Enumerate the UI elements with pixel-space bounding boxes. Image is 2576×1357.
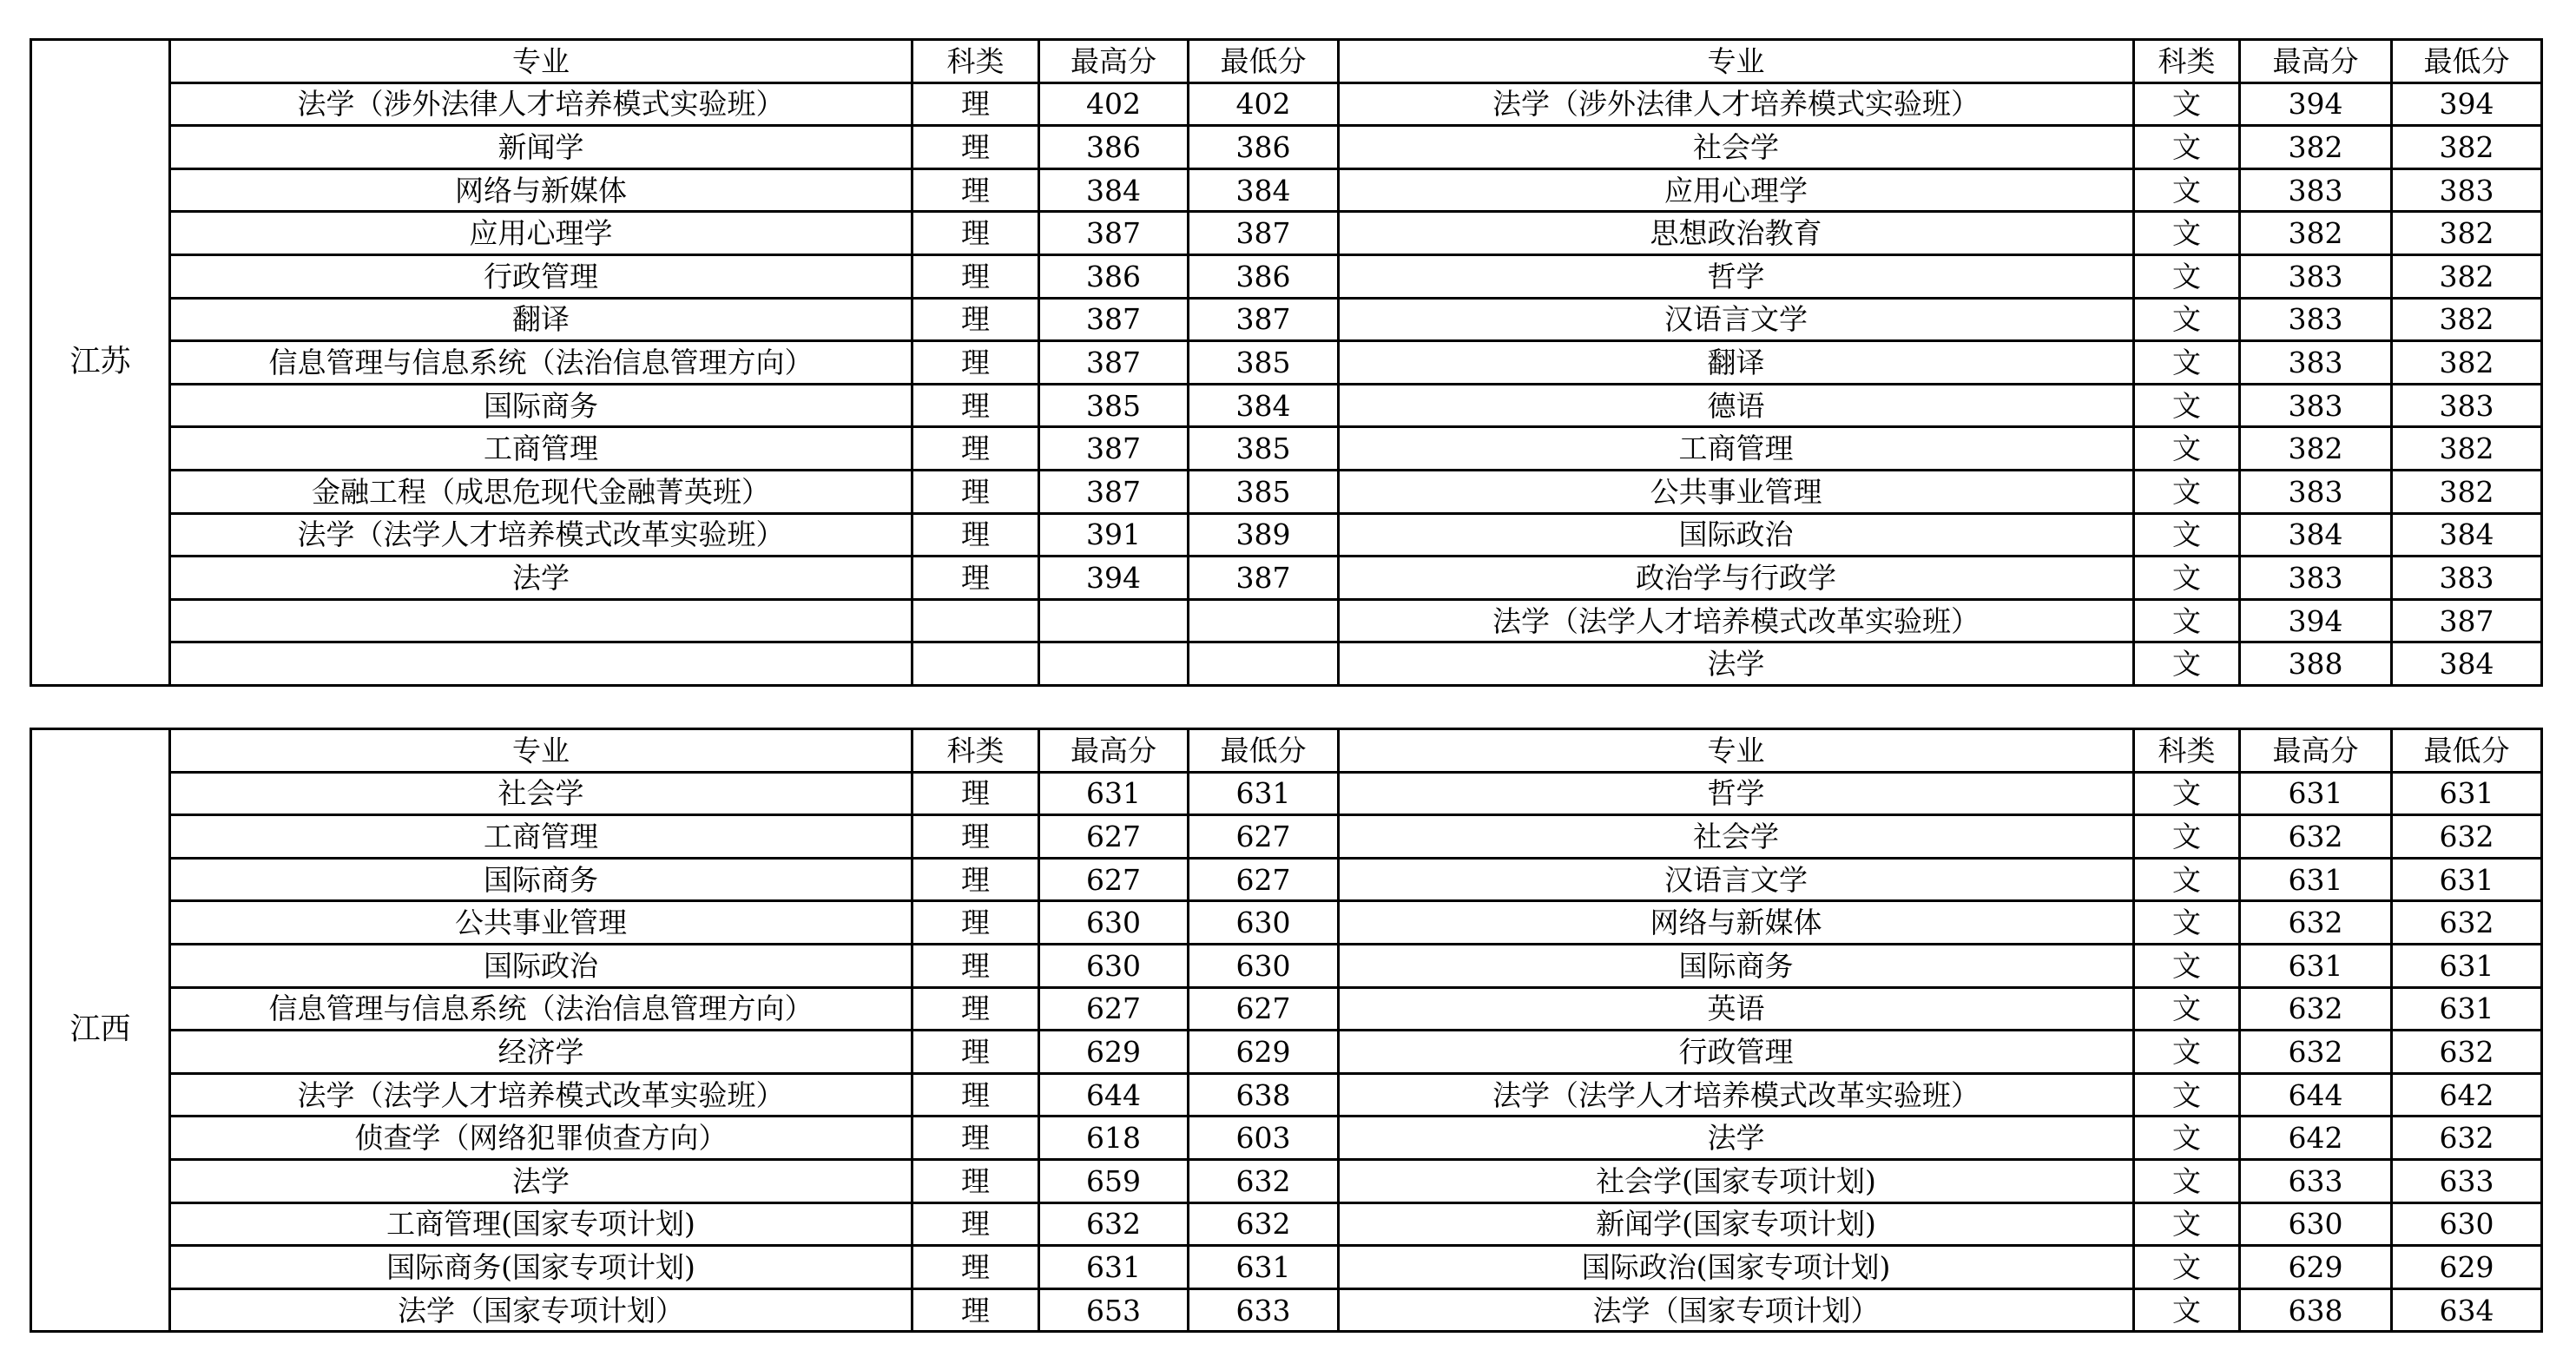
- arts-max-score: 383: [2240, 384, 2392, 427]
- arts-min-score: 382: [2392, 254, 2542, 298]
- table-row: [31, 901, 2542, 945]
- arts-category-cell: 文: [2134, 341, 2240, 385]
- science-max-score: 653: [1039, 1288, 1189, 1332]
- arts-min-score: 382: [2392, 427, 2542, 471]
- science-major-cell: 社会学: [170, 772, 912, 815]
- arts-major-cell: 国际政治(国家专项计划): [1339, 1246, 2134, 1289]
- science-major-cell: 工商管理(国家专项计划): [170, 1202, 912, 1246]
- science-min-score: 386: [1189, 254, 1339, 298]
- table-row: [31, 1031, 2542, 1074]
- table-row: [31, 772, 2542, 815]
- science-min-score: 402: [1189, 82, 1339, 126]
- table-body: [31, 729, 2542, 1332]
- table-row: [31, 1246, 2542, 1289]
- header-min-arts: 最低分: [2392, 729, 2542, 773]
- header-major-arts: 专业: [1339, 729, 2134, 773]
- science-major-cell: [170, 642, 912, 686]
- science-min-score: 631: [1189, 1246, 1339, 1289]
- header-row: [31, 40, 2542, 83]
- arts-max-score: 632: [2240, 901, 2392, 945]
- arts-min-score: 382: [2392, 298, 2542, 341]
- science-max-score: 402: [1039, 82, 1189, 126]
- arts-min-score: 631: [2392, 944, 2542, 987]
- arts-max-score: 382: [2240, 427, 2392, 471]
- arts-major-cell: 国际商务: [1339, 944, 2134, 987]
- header-category-science: 科类: [912, 40, 1039, 83]
- arts-category-cell: 文: [2134, 1073, 2240, 1117]
- science-major-cell: 公共事业管理: [170, 901, 912, 945]
- arts-major-cell: 哲学: [1339, 254, 2134, 298]
- science-category-cell: 理: [912, 1073, 1039, 1117]
- arts-major-cell: 社会学: [1339, 126, 2134, 169]
- arts-category-cell: 文: [2134, 901, 2240, 945]
- science-min-score: 627: [1189, 987, 1339, 1031]
- science-category-cell: 理: [912, 126, 1039, 169]
- arts-category-cell: 文: [2134, 513, 2240, 557]
- province-cell: 江西: [31, 729, 170, 1332]
- arts-category-cell: 文: [2134, 384, 2240, 427]
- science-min-score: 638: [1189, 1073, 1339, 1117]
- table-row: [31, 815, 2542, 859]
- arts-category-cell: 文: [2134, 1031, 2240, 1074]
- science-max-score: 627: [1039, 815, 1189, 859]
- science-max-score: 385: [1039, 384, 1189, 427]
- arts-max-score: 383: [2240, 341, 2392, 385]
- science-max-score: 631: [1039, 772, 1189, 815]
- science-category-cell: 理: [912, 1031, 1039, 1074]
- table-row: [31, 858, 2542, 901]
- arts-major-cell: 国际政治: [1339, 513, 2134, 557]
- arts-max-score: 388: [2240, 642, 2392, 686]
- header-row: [31, 729, 2542, 773]
- science-min-score: 384: [1189, 168, 1339, 212]
- table-row: [31, 1202, 2542, 1246]
- arts-min-score: 384: [2392, 513, 2542, 557]
- science-min-score: 630: [1189, 901, 1339, 945]
- science-major-cell: 国际商务: [170, 384, 912, 427]
- arts-major-cell: 法学: [1339, 1117, 2134, 1160]
- arts-max-score: 394: [2240, 82, 2392, 126]
- science-min-score: [1189, 642, 1339, 686]
- science-major-cell: 法学（法学人才培养模式改革实验班）: [170, 513, 912, 557]
- arts-category-cell: 文: [2134, 254, 2240, 298]
- science-category-cell: 理: [912, 1159, 1039, 1202]
- science-max-score: 627: [1039, 987, 1189, 1031]
- arts-major-cell: 法学（涉外法律人才培养模式实验班）: [1339, 82, 2134, 126]
- arts-major-cell: 法学（国家专项计划）: [1339, 1288, 2134, 1332]
- science-category-cell: 理: [912, 254, 1039, 298]
- table-row: [31, 126, 2542, 169]
- science-category-cell: 理: [912, 212, 1039, 255]
- arts-min-score: 382: [2392, 470, 2542, 513]
- science-max-score: 630: [1039, 901, 1189, 945]
- arts-max-score: 383: [2240, 470, 2392, 513]
- table-row: [31, 513, 2542, 557]
- header-major-science: 专业: [170, 729, 912, 773]
- science-max-score: 394: [1039, 557, 1189, 600]
- science-max-score: 631: [1039, 1246, 1189, 1289]
- arts-category-cell: 文: [2134, 858, 2240, 901]
- arts-major-cell: 汉语言文学: [1339, 298, 2134, 341]
- science-max-score: 384: [1039, 168, 1189, 212]
- science-category-cell: 理: [912, 168, 1039, 212]
- arts-min-score: 394: [2392, 82, 2542, 126]
- science-max-score: 386: [1039, 126, 1189, 169]
- arts-max-score: 638: [2240, 1288, 2392, 1332]
- science-max-score: 632: [1039, 1202, 1189, 1246]
- arts-max-score: 394: [2240, 599, 2392, 642]
- science-max-score: [1039, 599, 1189, 642]
- science-category-cell: 理: [912, 858, 1039, 901]
- science-max-score: 387: [1039, 298, 1189, 341]
- science-min-score: 632: [1189, 1159, 1339, 1202]
- science-min-score: 384: [1189, 384, 1339, 427]
- arts-category-cell: 文: [2134, 815, 2240, 859]
- science-major-cell: 侦查学（网络犯罪侦查方向）: [170, 1117, 912, 1160]
- science-min-score: 630: [1189, 944, 1339, 987]
- arts-max-score: 383: [2240, 298, 2392, 341]
- science-max-score: 387: [1039, 470, 1189, 513]
- arts-major-cell: 翻译: [1339, 341, 2134, 385]
- science-max-score: 387: [1039, 427, 1189, 471]
- science-major-cell: [170, 599, 912, 642]
- arts-category-cell: 文: [2134, 427, 2240, 471]
- arts-major-cell: 法学（法学人才培养模式改革实验班）: [1339, 599, 2134, 642]
- science-min-score: 631: [1189, 772, 1339, 815]
- arts-category-cell: 文: [2134, 168, 2240, 212]
- science-category-cell: 理: [912, 557, 1039, 600]
- science-category-cell: 理: [912, 298, 1039, 341]
- science-category-cell: 理: [912, 772, 1039, 815]
- arts-major-cell: 英语: [1339, 987, 2134, 1031]
- arts-min-score: 642: [2392, 1073, 2542, 1117]
- table-row: [31, 384, 2542, 427]
- arts-major-cell: 社会学: [1339, 815, 2134, 859]
- science-major-cell: 国际政治: [170, 944, 912, 987]
- science-major-cell: 法学: [170, 557, 912, 600]
- province-cell: 江苏: [31, 40, 170, 686]
- science-major-cell: 新闻学: [170, 126, 912, 169]
- arts-category-cell: 文: [2134, 1159, 2240, 1202]
- table-row: [31, 599, 2542, 642]
- science-category-cell: 理: [912, 470, 1039, 513]
- science-category-cell: 理: [912, 513, 1039, 557]
- table-row: [31, 82, 2542, 126]
- header-max-arts: 最高分: [2240, 40, 2392, 83]
- science-category-cell: 理: [912, 1202, 1039, 1246]
- science-min-score: 385: [1189, 341, 1339, 385]
- table-body: [31, 40, 2542, 686]
- table-row: [31, 557, 2542, 600]
- arts-min-score: 387: [2392, 599, 2542, 642]
- arts-min-score: 632: [2392, 815, 2542, 859]
- header-major-science: 专业: [170, 40, 912, 83]
- science-min-score: 387: [1189, 298, 1339, 341]
- arts-max-score: 632: [2240, 1031, 2392, 1074]
- arts-min-score: 634: [2392, 1288, 2542, 1332]
- header-category-science: 科类: [912, 729, 1039, 773]
- arts-min-score: 383: [2392, 557, 2542, 600]
- arts-min-score: 631: [2392, 772, 2542, 815]
- science-max-score: 387: [1039, 341, 1189, 385]
- science-major-cell: 翻译: [170, 298, 912, 341]
- arts-category-cell: 文: [2134, 557, 2240, 600]
- arts-category-cell: 文: [2134, 1246, 2240, 1289]
- arts-max-score: 644: [2240, 1073, 2392, 1117]
- arts-min-score: 632: [2392, 1031, 2542, 1074]
- science-max-score: 618: [1039, 1117, 1189, 1160]
- arts-max-score: 382: [2240, 126, 2392, 169]
- arts-max-score: 642: [2240, 1117, 2392, 1160]
- table-row: [31, 944, 2542, 987]
- science-max-score: 387: [1039, 212, 1189, 255]
- arts-category-cell: 文: [2134, 1288, 2240, 1332]
- arts-major-cell: 德语: [1339, 384, 2134, 427]
- science-min-score: 385: [1189, 470, 1339, 513]
- arts-min-score: 631: [2392, 987, 2542, 1031]
- arts-category-cell: 文: [2134, 212, 2240, 255]
- science-max-score: 629: [1039, 1031, 1189, 1074]
- science-major-cell: 行政管理: [170, 254, 912, 298]
- arts-major-cell: 应用心理学: [1339, 168, 2134, 212]
- arts-major-cell: 公共事业管理: [1339, 470, 2134, 513]
- header-max-science: 最高分: [1039, 40, 1189, 83]
- arts-max-score: 632: [2240, 987, 2392, 1031]
- header-min-science: 最低分: [1189, 40, 1339, 83]
- arts-major-cell: 工商管理: [1339, 427, 2134, 471]
- header-category-arts: 科类: [2134, 40, 2240, 83]
- arts-max-score: 383: [2240, 254, 2392, 298]
- science-category-cell: 理: [912, 987, 1039, 1031]
- arts-max-score: 631: [2240, 772, 2392, 815]
- arts-category-cell: 文: [2134, 599, 2240, 642]
- arts-max-score: 382: [2240, 212, 2392, 255]
- science-major-cell: 信息管理与信息系统（法治信息管理方向）: [170, 341, 912, 385]
- science-major-cell: 国际商务(国家专项计划): [170, 1246, 912, 1289]
- arts-major-cell: 政治学与行政学: [1339, 557, 2134, 600]
- arts-major-cell: 网络与新媒体: [1339, 901, 2134, 945]
- science-major-cell: 工商管理: [170, 427, 912, 471]
- arts-min-score: 633: [2392, 1159, 2542, 1202]
- table-row: [31, 298, 2542, 341]
- table-row: [31, 427, 2542, 471]
- science-min-score: 387: [1189, 212, 1339, 255]
- science-category-cell: 理: [912, 341, 1039, 385]
- arts-category-cell: 文: [2134, 298, 2240, 341]
- science-min-score: 385: [1189, 427, 1339, 471]
- arts-max-score: 633: [2240, 1159, 2392, 1202]
- arts-major-cell: 思想政治教育: [1339, 212, 2134, 255]
- arts-min-score: 383: [2392, 168, 2542, 212]
- arts-min-score: 630: [2392, 1202, 2542, 1246]
- science-major-cell: 工商管理: [170, 815, 912, 859]
- arts-major-cell: 新闻学(国家专项计划): [1339, 1202, 2134, 1246]
- science-major-cell: 信息管理与信息系统（法治信息管理方向）: [170, 987, 912, 1031]
- table-row: [31, 642, 2542, 686]
- arts-max-score: 383: [2240, 168, 2392, 212]
- science-major-cell: 金融工程（成思危现代金融菁英班）: [170, 470, 912, 513]
- table-row: [31, 341, 2542, 385]
- arts-max-score: 631: [2240, 858, 2392, 901]
- science-major-cell: 法学（国家专项计划）: [170, 1288, 912, 1332]
- science-major-cell: 应用心理学: [170, 212, 912, 255]
- science-min-score: 627: [1189, 815, 1339, 859]
- science-min-score: [1189, 599, 1339, 642]
- science-category-cell: 理: [912, 427, 1039, 471]
- science-major-cell: 法学: [170, 1159, 912, 1202]
- science-category-cell: 理: [912, 944, 1039, 987]
- score-table-jiangxi: [30, 728, 2543, 1333]
- arts-min-score: 632: [2392, 1117, 2542, 1160]
- science-min-score: 386: [1189, 126, 1339, 169]
- arts-max-score: 383: [2240, 557, 2392, 600]
- arts-min-score: 383: [2392, 384, 2542, 427]
- arts-min-score: 384: [2392, 642, 2542, 686]
- header-min-arts: 最低分: [2392, 40, 2542, 83]
- science-major-cell: 国际商务: [170, 858, 912, 901]
- science-category-cell: 理: [912, 815, 1039, 859]
- science-min-score: 603: [1189, 1117, 1339, 1160]
- science-category-cell: 理: [912, 901, 1039, 945]
- science-max-score: 644: [1039, 1073, 1189, 1117]
- arts-major-cell: 法学: [1339, 642, 2134, 686]
- arts-min-score: 629: [2392, 1246, 2542, 1289]
- science-min-score: 387: [1189, 557, 1339, 600]
- header-major-arts: 专业: [1339, 40, 2134, 83]
- science-category-cell: 理: [912, 1288, 1039, 1332]
- score-table-jiangsu: [30, 38, 2543, 687]
- science-min-score: 633: [1189, 1288, 1339, 1332]
- science-major-cell: 经济学: [170, 1031, 912, 1074]
- science-max-score: 627: [1039, 858, 1189, 901]
- table-row: [31, 470, 2542, 513]
- arts-major-cell: 哲学: [1339, 772, 2134, 815]
- science-min-score: 389: [1189, 513, 1339, 557]
- science-min-score: 632: [1189, 1202, 1339, 1246]
- science-max-score: [1039, 642, 1189, 686]
- arts-min-score: 632: [2392, 901, 2542, 945]
- science-max-score: 659: [1039, 1159, 1189, 1202]
- arts-max-score: 630: [2240, 1202, 2392, 1246]
- table-row: [31, 1117, 2542, 1160]
- science-min-score: 627: [1189, 858, 1339, 901]
- science-max-score: 391: [1039, 513, 1189, 557]
- science-category-cell: [912, 642, 1039, 686]
- science-category-cell: [912, 599, 1039, 642]
- table-row: [31, 254, 2542, 298]
- table-row: [31, 1159, 2542, 1202]
- science-max-score: 630: [1039, 944, 1189, 987]
- arts-category-cell: 文: [2134, 944, 2240, 987]
- arts-category-cell: 文: [2134, 470, 2240, 513]
- header-max-arts: 最高分: [2240, 729, 2392, 773]
- arts-category-cell: 文: [2134, 1117, 2240, 1160]
- arts-min-score: 382: [2392, 212, 2542, 255]
- science-category-cell: 理: [912, 1246, 1039, 1289]
- arts-category-cell: 文: [2134, 642, 2240, 686]
- table-row: [31, 1288, 2542, 1332]
- arts-min-score: 631: [2392, 858, 2542, 901]
- arts-category-cell: 文: [2134, 1202, 2240, 1246]
- science-min-score: 629: [1189, 1031, 1339, 1074]
- arts-category-cell: 文: [2134, 82, 2240, 126]
- arts-max-score: 384: [2240, 513, 2392, 557]
- science-major-cell: 网络与新媒体: [170, 168, 912, 212]
- science-category-cell: 理: [912, 1117, 1039, 1160]
- arts-min-score: 382: [2392, 126, 2542, 169]
- arts-category-cell: 文: [2134, 772, 2240, 815]
- header-min-science: 最低分: [1189, 729, 1339, 773]
- table-row: [31, 1073, 2542, 1117]
- arts-max-score: 632: [2240, 815, 2392, 859]
- arts-min-score: 382: [2392, 341, 2542, 385]
- header-max-science: 最高分: [1039, 729, 1189, 773]
- arts-major-cell: 汉语言文学: [1339, 858, 2134, 901]
- arts-major-cell: 社会学(国家专项计划): [1339, 1159, 2134, 1202]
- arts-category-cell: 文: [2134, 126, 2240, 169]
- arts-max-score: 629: [2240, 1246, 2392, 1289]
- arts-major-cell: 行政管理: [1339, 1031, 2134, 1074]
- arts-major-cell: 法学（法学人才培养模式改革实验班）: [1339, 1073, 2134, 1117]
- science-major-cell: 法学（法学人才培养模式改革实验班）: [170, 1073, 912, 1117]
- table-row: [31, 168, 2542, 212]
- science-category-cell: 理: [912, 82, 1039, 126]
- science-category-cell: 理: [912, 384, 1039, 427]
- arts-category-cell: 文: [2134, 987, 2240, 1031]
- table-row: [31, 987, 2542, 1031]
- table-row: [31, 212, 2542, 255]
- header-category-arts: 科类: [2134, 729, 2240, 773]
- science-max-score: 386: [1039, 254, 1189, 298]
- arts-max-score: 631: [2240, 944, 2392, 987]
- science-major-cell: 法学（涉外法律人才培养模式实验班）: [170, 82, 912, 126]
